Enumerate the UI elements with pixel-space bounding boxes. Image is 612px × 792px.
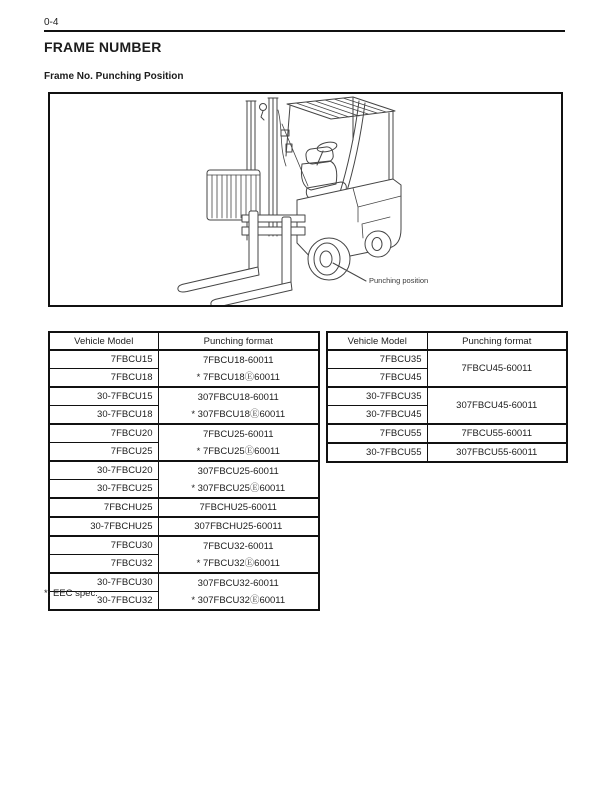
header-rule	[44, 30, 565, 32]
vehicle-model-cell: 7FBCU35	[327, 350, 427, 369]
format-line: 7FBCU25-60011	[202, 428, 274, 440]
punching-format-cell: 307FBCHU25-60011	[158, 517, 319, 536]
format-line: * 307FBCU18Ⓔ60011	[191, 408, 286, 420]
vehicle-model-cell: 7FBCU30	[49, 536, 158, 555]
table-row	[327, 350, 567, 369]
punching-position-label: Punching position	[369, 276, 429, 285]
table-row	[49, 536, 319, 555]
table-row	[327, 443, 567, 462]
eec-footnote: *: EEC spec.	[44, 588, 98, 599]
punching-format-cell	[158, 424, 319, 461]
vehicle-model-cell: 7FBCU25	[49, 443, 158, 462]
vehicle-model-cell: 7FBCU32	[49, 555, 158, 574]
table-row	[49, 424, 319, 443]
vehicle-model-cell: 30-7FBCU20	[49, 461, 158, 480]
forklift-illustration	[50, 94, 561, 305]
punching-format-cell: 307FBCU55-60011	[427, 443, 567, 462]
table-row	[327, 387, 567, 406]
table-row	[49, 350, 319, 369]
punching-format-table-right	[326, 331, 568, 463]
punching-format-cell: 7FBCU55-60011	[427, 424, 567, 443]
vehicle-model-cell: 30-7FBCU30	[49, 573, 158, 592]
table-row	[49, 517, 319, 536]
vehicle-model-cell: 30-7FBCU32	[49, 592, 158, 611]
column-header-vehicle-model: Vehicle Model	[49, 332, 158, 350]
vehicle-model-cell: 7FBCU20	[49, 424, 158, 443]
format-line: * 7FBCU32Ⓔ60011	[196, 557, 280, 569]
format-line: * 307FBCU32Ⓔ60011	[191, 594, 286, 606]
punching-format-cell	[158, 387, 319, 424]
format-line: 307FBCU25-60011	[197, 465, 279, 477]
format-line: 7FBCU32-60011	[202, 540, 274, 552]
table-row	[49, 498, 319, 517]
format-line: 307FBCU18-60011	[197, 391, 279, 403]
punching-format-cell	[158, 573, 319, 610]
punching-format-cell	[158, 350, 319, 387]
punching-format-cell: 7FBCHU25-60011	[158, 498, 319, 517]
format-line: 7FBCU18-60011	[202, 354, 274, 366]
punching-format-cell: 7FBCU45-60011	[427, 350, 567, 387]
vehicle-model-cell: 30-7FBCU35	[327, 387, 427, 406]
table-header-row	[49, 332, 319, 350]
vehicle-model-cell: 30-7FBCU45	[327, 406, 427, 425]
vehicle-model-cell: 7FBCU18	[49, 369, 158, 388]
table-header-row	[327, 332, 567, 350]
table-row	[49, 387, 319, 406]
format-line: * 7FBCU25Ⓔ60011	[196, 445, 280, 457]
page-number: 0-4	[44, 17, 59, 28]
punching-position-diagram	[48, 92, 563, 307]
punching-format-cell	[158, 536, 319, 573]
punching-format-cell	[158, 461, 319, 498]
vehicle-model-cell: 30-7FBCU18	[49, 406, 158, 425]
column-header-punching-format: Punching format	[158, 332, 319, 350]
vehicle-model-cell: 7FBCHU25	[49, 498, 158, 517]
vehicle-model-cell: 7FBCU45	[327, 369, 427, 388]
format-line: 307FBCU32-60011	[197, 577, 279, 589]
format-line: * 7FBCU18Ⓔ60011	[196, 371, 280, 383]
column-header-vehicle-model: Vehicle Model	[327, 332, 427, 350]
format-line: * 307FBCU25Ⓔ60011	[191, 482, 286, 494]
vehicle-model-cell: 7FBCU55	[327, 424, 427, 443]
page-title: FRAME NUMBER	[44, 39, 162, 55]
punching-format-table-left	[48, 331, 320, 611]
vehicle-model-cell: 30-7FBCU55	[327, 443, 427, 462]
table-row	[327, 424, 567, 443]
column-header-punching-format: Punching format	[427, 332, 567, 350]
vehicle-model-cell: 30-7FBCU25	[49, 480, 158, 499]
table-row	[49, 461, 319, 480]
vehicle-model-cell: 30-7FBCHU25	[49, 517, 158, 536]
punching-format-cell: 307FBCU45-60011	[427, 387, 567, 424]
vehicle-model-cell: 30-7FBCU15	[49, 387, 158, 406]
vehicle-model-cell: 7FBCU15	[49, 350, 158, 369]
section-subtitle: Frame No. Punching Position	[44, 71, 184, 82]
